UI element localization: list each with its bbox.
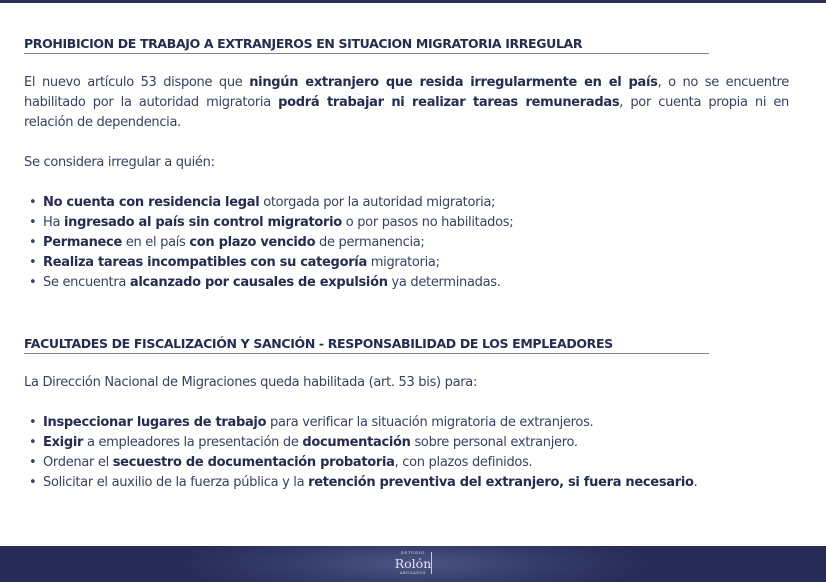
body-text: Se encuentra [43,275,130,290]
body-text: sobre personal extranjero. [410,435,578,450]
body-text: El nuevo artículo 53 dispone que [24,75,250,90]
body-text: para verificar la situación migratoria de extranjeros. [266,415,594,430]
irregular-criteria-list [28,193,513,293]
emphasis-text: con plazo vencido [189,235,316,250]
logo-rolon-text: Rolón [394,556,432,571]
body-text: Ha [43,215,64,230]
body-text: , o no se encuentre habilitado por la autoridad migratoria [24,75,789,110]
intro-paragraph [24,73,789,133]
logo-estudio-text: ESTUDIO [401,550,425,555]
dnm-powers-list [28,413,697,493]
emphasis-text: alcanzado por causales de expulsión [129,275,388,290]
estudio-rolon-logo [391,550,435,578]
bullet-item [28,233,513,253]
body-text: , por cuenta propia ni en relación de dependencia. [24,95,789,130]
logo-divider [431,552,432,574]
footer-bar [0,546,826,582]
emphasis-text: No cuenta con residencia legal [43,195,260,210]
body-text: de permanencia; [315,235,425,250]
body-text: en el país [121,235,190,250]
body-text: Ordenar el [43,455,113,470]
emphasis-text: Realiza tareas incompatibles con su categoría [43,255,367,270]
bullet-item [28,473,697,493]
body-text: migratoria; [366,255,440,270]
body-text: ya determinadas. [387,275,501,290]
emphasis-text: podrá trabajar ni realizar tareas remuneradas [278,95,620,110]
body-text: otorgada por la autoridad migratoria; [259,195,496,210]
bullet-item [28,253,513,273]
emphasis-text: Exigir [43,435,84,450]
irregular-definition-text: Se considera irregular a quién: [24,155,215,170]
body-text: a empleadores la presentación de [83,435,303,450]
top-border [0,0,826,3]
body-text: , con plazos definidos. [394,455,533,470]
body-text: . [693,475,698,490]
emphasis-text: documentación [302,435,411,450]
body-text: o por pasos no habilitados; [341,215,514,230]
bullet-item [28,433,697,453]
emphasis-text: Inspeccionar lugares de trabajo [43,415,267,430]
section-title-facultades: FACULTADES DE FISCALIZACIÓN Y SANCIÓN - RESPONSABILIDAD DE LOS EMPLEADORES [24,336,709,354]
bullet-item [28,273,513,293]
logo-abogados-text: ABOGADOS [399,571,427,575]
bullet-item [28,453,697,473]
emphasis-text: Permanece [43,235,122,250]
bullet-item [28,213,513,233]
emphasis-text: ingresado al país sin control migratorio [63,215,342,230]
bullet-item [28,193,513,213]
emphasis-text: ningún extranjero que resida irregularmente en el país [249,75,658,90]
section-title-prohibicion: PROHIBICION DE TRABAJO A EXTRANJEROS EN SITUACION MIGRATORIA IRREGULAR [24,36,709,54]
bullet-item [28,413,697,433]
body-text: Solicitar el auxilio de la fuerza pública y la [43,475,309,490]
emphasis-text: retención preventiva del extranjero, si fuera necesario [308,475,694,490]
emphasis-text: secuestro de documentación probatoria [112,455,395,470]
dnm-paragraph: La Dirección Nacional de Migraciones queda habilitada (art. 53 bis) para: [24,375,478,390]
